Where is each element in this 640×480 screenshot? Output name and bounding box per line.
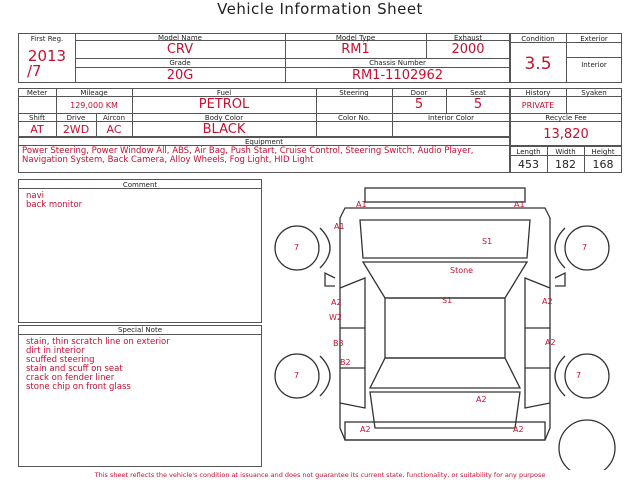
label-wheel-fr: 7	[582, 243, 588, 252]
label-b3-left-rear-door: B3	[333, 339, 344, 348]
special-note-label: Special Note	[117, 326, 163, 334]
drive-value: 2WD	[62, 123, 90, 136]
exhaust-label: Exhaust	[453, 34, 483, 42]
right-rear-fender	[555, 356, 565, 396]
label-a1-front-left: A1	[356, 200, 367, 209]
roof-outline	[385, 298, 505, 358]
label-w2-left-front-door: W2	[329, 313, 342, 322]
special-note-list	[26, 338, 170, 392]
spare-tire	[559, 420, 615, 470]
steering-label: Steering	[339, 89, 369, 97]
first-reg-year: 2013	[27, 47, 67, 65]
label-a2-rear-right: A2	[513, 425, 524, 434]
chassis-label: Chassis Number	[369, 59, 426, 67]
label-wheel-rr: 7	[576, 371, 582, 380]
interior-color-label: Interior Color	[427, 114, 475, 122]
history-label: History	[525, 89, 551, 97]
history-value: PRIVATE	[521, 101, 555, 110]
first-reg-cell	[18, 33, 76, 83]
special-note-item: stain, thin scratch line on exterior	[26, 337, 170, 347]
hood-outline	[360, 220, 530, 258]
recycle-fee-value: 13,820	[543, 127, 589, 142]
car-damage-diagram	[265, 178, 622, 470]
label-a2-right-front-door: A2	[542, 297, 553, 306]
syaken-label: Syaken	[581, 89, 607, 97]
comment-item: back monitor	[26, 200, 83, 210]
sheet-title: Vehicle Information Sheet	[217, 0, 423, 18]
seat-label: Seat	[470, 89, 486, 97]
seat-value: 5	[473, 97, 483, 112]
chassis-value: RM1-1102962	[351, 68, 444, 83]
height-label: Height	[591, 148, 615, 156]
label-s1-hood: S1	[482, 237, 493, 246]
model-type-label: Model Type	[335, 34, 376, 42]
label-a2-rear-left: A2	[360, 425, 371, 434]
fuel-label: Fuel	[216, 89, 232, 97]
length-label: Length	[516, 148, 541, 156]
left-doors-outline	[340, 278, 365, 408]
condition-value: 3.5	[524, 54, 552, 74]
label-wheel-rl: 7	[294, 371, 300, 380]
front-bumper-outline	[365, 188, 525, 202]
exterior-label: Exterior	[580, 35, 608, 43]
wheel-rear-right	[565, 354, 609, 398]
grade-value: 20G	[166, 68, 194, 83]
footer-disclaimer: This sheet reflects the vehicle's condition at issuance and does not guarantee its current state, functionality, or suitability for any purpose	[94, 471, 546, 479]
right-front-fender	[555, 228, 565, 268]
meter-label: Meter	[26, 89, 48, 97]
windshield-outline	[363, 262, 527, 298]
length-value: 453	[518, 158, 539, 171]
label-a1-front-right: A1	[514, 200, 525, 209]
special-note-item: crack on fender liner	[26, 373, 115, 383]
condition-label: Condition	[521, 35, 555, 43]
label-a2-right-rear-door: A2	[545, 338, 556, 347]
model-name-label: Model Name	[158, 34, 202, 42]
equipment-text: Power Steering, Power Window All, ABS, Air Bag, Push Start, Cruise Control, Steering Switch, Audio Player, Navigation System, Back Camera, Alloy Wheels, Fog Light, HID Light	[22, 146, 474, 165]
mileage-value: 129,000 KM	[70, 101, 118, 110]
door-label: Door	[410, 89, 428, 97]
rear-window-outline	[370, 358, 520, 388]
height-value: 168	[592, 158, 614, 171]
label-stone-glass: Stone	[450, 266, 474, 275]
special-note-item: dirt in interior	[26, 346, 85, 356]
recycle-fee-label: Recycle Fee	[545, 114, 587, 122]
label-a2-rear-hatch: A2	[476, 395, 487, 404]
grade-label: Grade	[169, 59, 191, 67]
model-name-value: CRV	[166, 42, 194, 57]
model-type-value: RM1	[341, 42, 370, 57]
comment-item: navi	[26, 191, 44, 201]
equipment-label: Equipment	[245, 138, 283, 146]
left-rear-fender	[320, 356, 330, 396]
aircon-value: AC	[106, 123, 122, 136]
special-note-item: stone chip on front glass	[26, 382, 131, 392]
label-wheel-fl: 7	[294, 243, 300, 252]
aircon-label: Aircon	[102, 114, 126, 122]
color-no-label: Color No.	[337, 114, 371, 122]
label-a1-left-fender: A1	[334, 222, 345, 231]
shift-label: Shift	[29, 114, 45, 122]
width-label: Width	[555, 148, 576, 156]
label-s1-roof: S1	[442, 296, 453, 305]
comment-label: Comment	[122, 181, 158, 189]
left-front-fender	[320, 228, 330, 268]
body-color-label: Body Color	[204, 114, 244, 122]
special-note-item: stain and scuff on seat	[26, 364, 123, 374]
shift-value: AT	[30, 123, 44, 136]
label-b2-left-rear: B2	[340, 358, 351, 367]
right-mirror-outline	[555, 273, 565, 286]
label-a2-left-front-door: A2	[331, 298, 342, 307]
first-reg-month: /7	[27, 62, 42, 80]
mileage-label: Mileage	[80, 89, 108, 97]
body-color-value: BLACK	[202, 122, 246, 137]
first-reg-label: First Reg.	[30, 35, 64, 43]
interior-label: Interior	[581, 61, 607, 69]
comment-list	[26, 192, 82, 210]
door-value: 5	[414, 97, 424, 112]
fuel-value: PETROL	[198, 97, 250, 112]
special-note-item: scuffed steering	[26, 355, 95, 365]
exhaust-value: 2000	[451, 42, 485, 57]
left-mirror-outline	[325, 273, 335, 286]
drive-label: Drive	[66, 114, 86, 122]
width-value: 182	[555, 158, 576, 171]
